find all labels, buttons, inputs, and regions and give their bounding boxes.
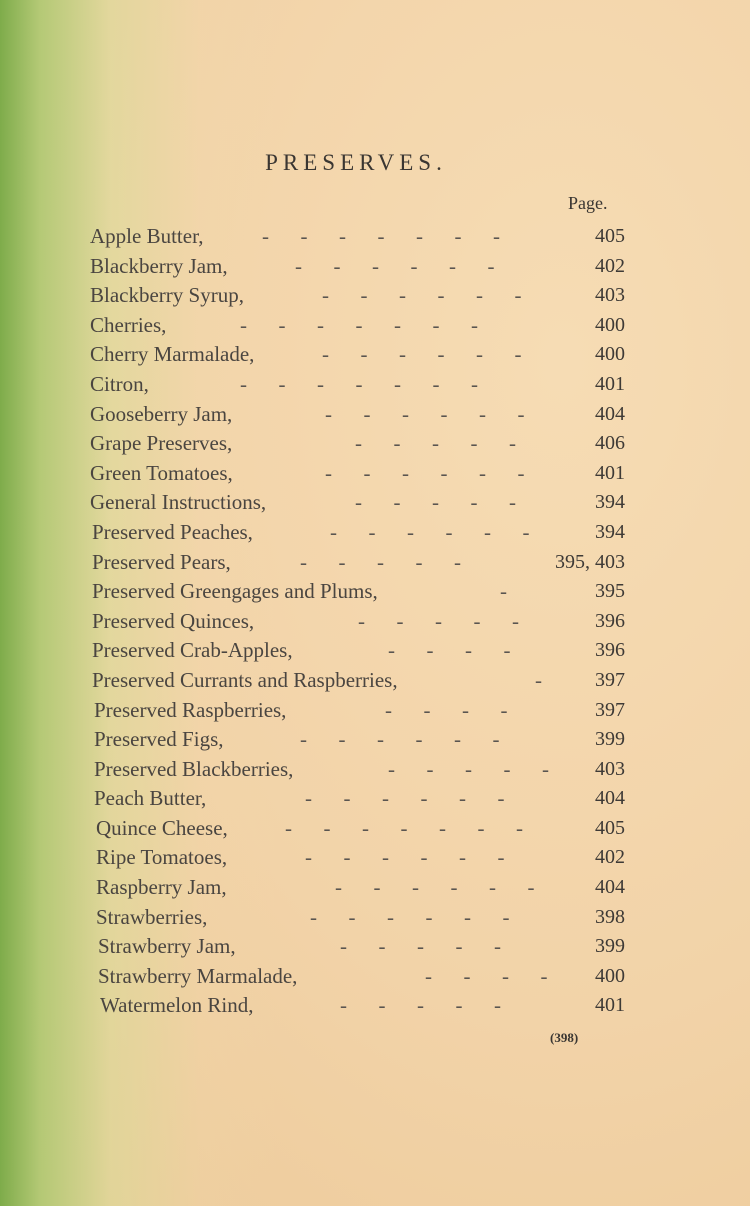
leader-dashes: - - - - - - <box>305 845 505 870</box>
entry-name: Ripe Tomatoes, <box>96 845 228 870</box>
leader-dashes: - - - - - - <box>325 460 525 485</box>
entry-name: Strawberry Marmalade, <box>98 963 298 988</box>
leader-dashes: - - - - - - <box>300 727 500 752</box>
leader-dashes: - - - - - <box>355 431 516 456</box>
index-entry <box>0 636 750 666</box>
index-entry <box>0 222 750 252</box>
index-entry <box>0 429 750 459</box>
index-entry <box>0 311 750 341</box>
index-entry <box>0 755 750 785</box>
entry-name: Blackberry Jam, <box>90 253 228 278</box>
entry-page: 403 <box>595 757 625 780</box>
entry-name: Watermelon Rind, <box>100 993 254 1018</box>
entry-name: Gooseberry Jam, <box>90 401 233 426</box>
page-title: PRESERVES. <box>265 150 447 175</box>
entry-name: Preserved Currants and Raspberries, <box>92 667 398 692</box>
entry-page: 406 <box>595 432 625 455</box>
entry-page: 404 <box>595 787 625 810</box>
index-entry <box>0 666 750 696</box>
index-entry <box>0 784 750 814</box>
index-entry <box>0 548 750 578</box>
index-entry <box>0 340 750 370</box>
leader-dashes: - - - - - - <box>305 786 505 811</box>
leader-dashes: - - - - <box>425 963 548 988</box>
index-entry <box>0 903 750 933</box>
leader-dashes: - - - - <box>388 638 511 663</box>
leader-dashes: - - - - - - <box>325 401 525 426</box>
entry-page: 403 <box>595 284 625 307</box>
entry-page: 399 <box>595 728 625 751</box>
index-entry <box>0 962 750 992</box>
entry-page: 399 <box>595 935 625 958</box>
entry-page: 400 <box>595 313 625 336</box>
index-entry <box>0 932 750 962</box>
leader-dashes: - - - - - - <box>322 283 522 308</box>
index-entry <box>0 843 750 873</box>
entry-page: 398 <box>595 905 625 928</box>
entry-page: 401 <box>595 994 625 1017</box>
entry-page: 400 <box>595 343 625 366</box>
index-entry <box>0 814 750 844</box>
entry-name: Preserved Crab-Apples, <box>92 638 293 663</box>
entry-page: 404 <box>595 876 625 899</box>
entry-name: Peach Butter, <box>94 786 207 811</box>
entry-name: Strawberries, <box>96 904 208 929</box>
entry-page: 397 <box>595 668 625 691</box>
leader-dashes: - <box>500 579 507 604</box>
page-column-heading: Page. <box>568 193 608 213</box>
index-entry <box>0 991 750 1021</box>
leader-dashes: - - - - - - <box>330 519 530 544</box>
index-entry <box>0 281 750 311</box>
entry-name: Preserved Raspberries, <box>94 697 287 722</box>
entry-name: Preserved Pears, <box>92 549 231 574</box>
leader-dashes: - - - - - - <box>295 253 495 278</box>
leader-dashes: - - - - - - - <box>240 312 478 337</box>
entry-page: 396 <box>595 639 625 662</box>
entry-page: 400 <box>595 964 625 987</box>
entry-name: Preserved Greengages and Plums, <box>92 579 378 604</box>
entry-page: 404 <box>595 402 625 425</box>
leader-dashes: - - - - - - <box>310 904 510 929</box>
index-entry <box>0 252 750 282</box>
entry-page: 402 <box>595 846 625 869</box>
leader-dashes: - - - - - <box>388 756 549 781</box>
index-entry <box>0 488 750 518</box>
entry-name: General Instructions, <box>90 490 267 515</box>
entry-name: Blackberry Syrup, <box>90 283 244 308</box>
entry-name: Apple Butter, <box>90 224 204 248</box>
leader-dashes: - - - - - <box>340 993 501 1018</box>
entry-name: Quince Cheese, <box>96 815 228 840</box>
index-entry <box>0 696 750 726</box>
index-entry <box>0 459 750 489</box>
entry-name: Cherry Marmalade, <box>90 342 255 367</box>
index-entry <box>0 725 750 755</box>
entry-name: Preserved Figs, <box>94 727 224 752</box>
leader-dashes: - - - - - <box>358 608 519 633</box>
entry-name: Preserved Peaches, <box>92 519 253 544</box>
entry-page: 396 <box>595 609 625 632</box>
entry-page: 401 <box>595 461 625 484</box>
leader-dashes: - - - - - <box>340 934 501 959</box>
index-entry <box>0 577 750 607</box>
entry-name: Cherries, <box>90 312 167 337</box>
entry-page: 402 <box>595 254 625 277</box>
leader-dashes: - - - - <box>385 697 508 722</box>
leader-dashes: - - - - - - - <box>285 815 523 840</box>
index-entry <box>0 607 750 637</box>
entry-page: 394 <box>595 491 625 514</box>
entry-name: Strawberry Jam, <box>98 934 236 959</box>
leader-dashes: - - - - - - - <box>262 224 500 248</box>
leader-dashes: - - - - - - <box>322 342 522 367</box>
leader-dashes: - - - - - - - <box>240 371 478 396</box>
leader-dashes: - - - - - - <box>335 875 535 900</box>
entry-name: Green Tomatoes, <box>90 460 233 485</box>
entry-name: Preserved Quinces, <box>92 608 255 633</box>
index-list <box>0 222 750 1021</box>
index-entry <box>0 400 750 430</box>
entry-name: Preserved Blackberries, <box>94 756 294 781</box>
leader-dashes: - - - - - <box>300 549 461 574</box>
entry-page: 405 <box>595 225 625 247</box>
entry-name: Raspberry Jam, <box>96 875 227 900</box>
entry-name: Citron, <box>90 371 149 396</box>
entry-page: 395 <box>595 580 625 603</box>
entry-page: 401 <box>595 372 625 395</box>
entry-name: Grape Preserves, <box>90 431 233 456</box>
entry-page: 397 <box>595 698 625 721</box>
footer-page-number: (398) <box>550 1030 579 1045</box>
entry-page: 395, 403 <box>555 550 625 573</box>
leader-dashes: - <box>535 667 542 692</box>
entry-page: 394 <box>595 520 625 543</box>
index-entry <box>0 873 750 903</box>
index-entry <box>0 370 750 400</box>
entry-page: 405 <box>595 816 625 839</box>
leader-dashes: - - - - - <box>355 490 516 515</box>
index-entry <box>0 518 750 548</box>
